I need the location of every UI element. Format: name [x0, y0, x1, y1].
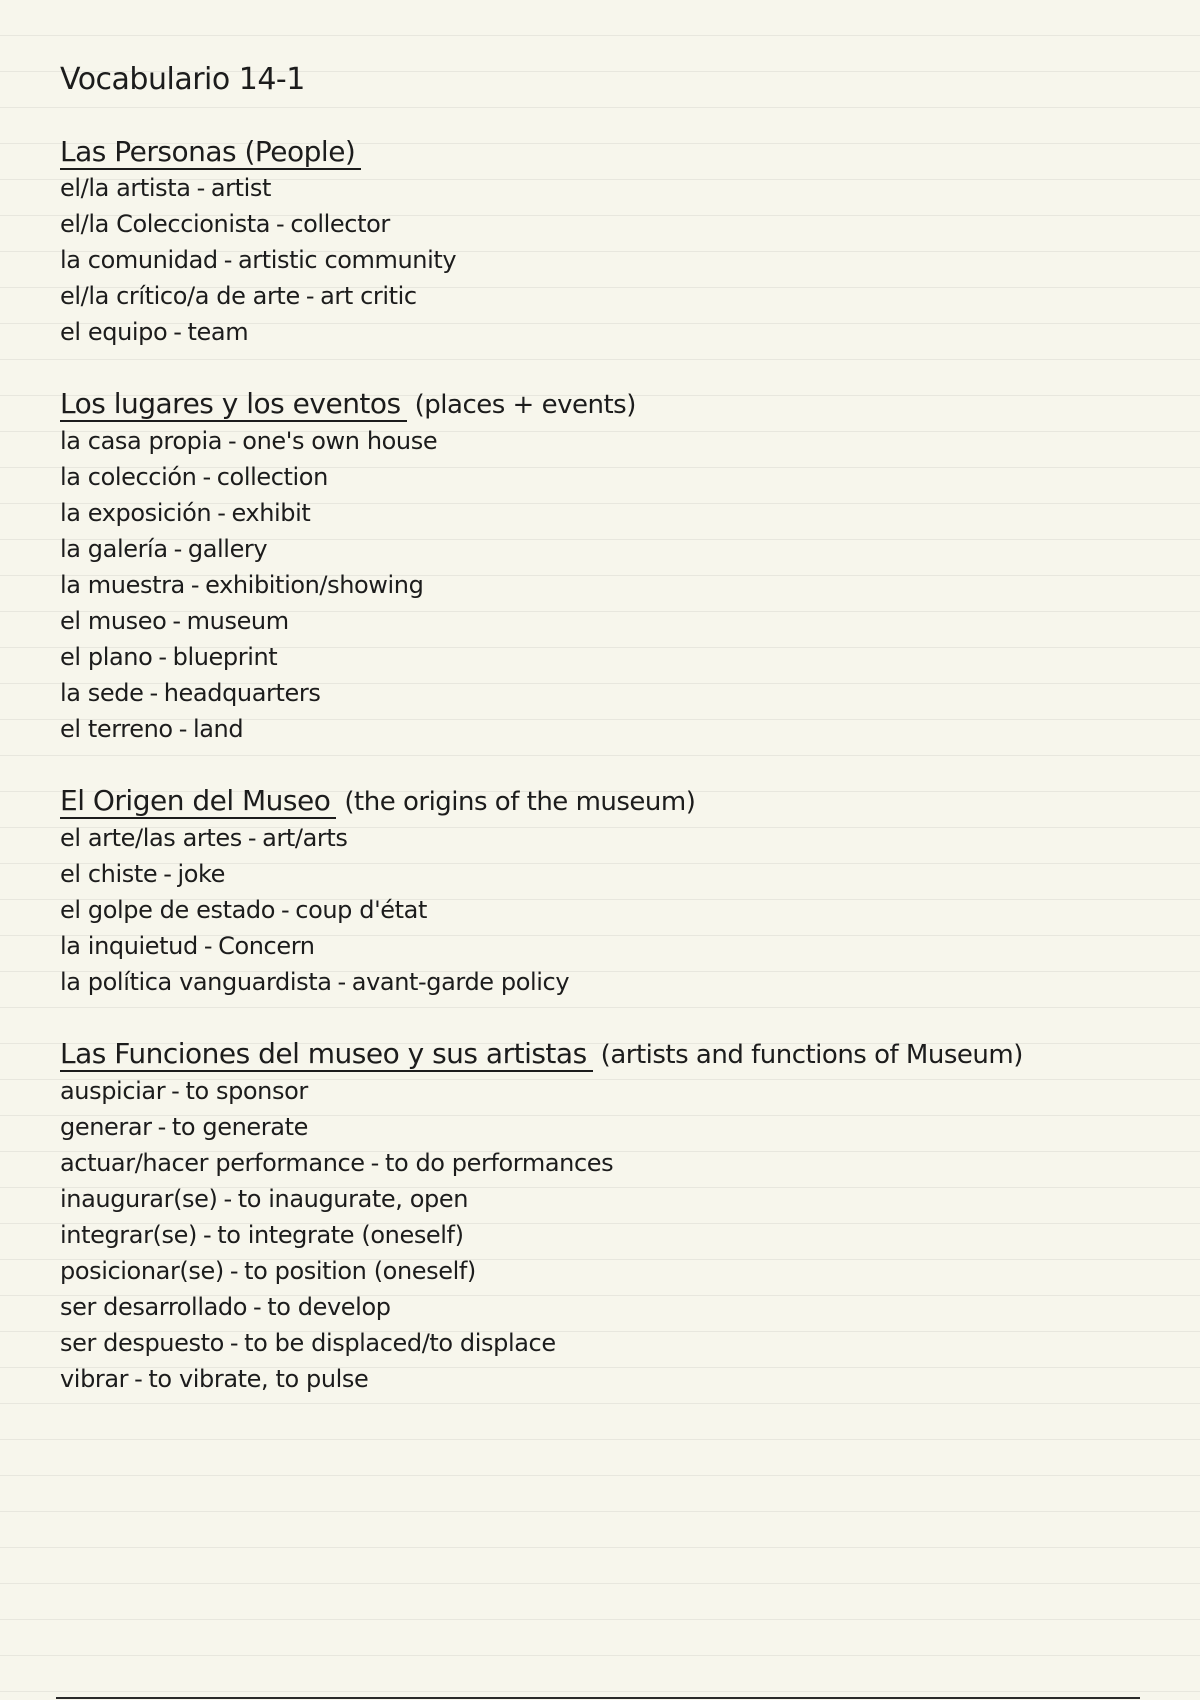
vocab-entry	[60, 1253, 1140, 1289]
vocab-entry	[60, 495, 1140, 531]
vocab-entry	[60, 567, 1140, 603]
dash-separator: -	[276, 210, 285, 238]
vocab-entry	[60, 856, 1140, 892]
vocab-term: la exposición	[60, 499, 212, 527]
vocab-meaning: to generate	[171, 1113, 308, 1141]
vocab-term: inaugurar(se)	[60, 1185, 218, 1213]
vocab-term: la colección	[60, 463, 197, 491]
dash-separator: -	[157, 1113, 166, 1141]
vocab-entry	[60, 603, 1140, 639]
vocab-meaning: joke	[177, 860, 226, 888]
section-heading	[60, 1036, 1140, 1073]
vocab-meaning: to be displaced/to displace	[244, 1329, 556, 1357]
vocab-term: la política vanguardista	[60, 968, 332, 996]
vocab-meaning: to vibrate, to pulse	[148, 1365, 369, 1393]
vocab-meaning: team	[187, 318, 249, 346]
vocab-term: la galería	[60, 535, 168, 563]
vocab-term: la sede	[60, 679, 144, 707]
vocabulary-sections	[60, 134, 1140, 1397]
vocab-meaning: Concern	[218, 932, 315, 960]
dash-separator: -	[173, 535, 182, 563]
vocab-meaning: to integrate (oneself)	[217, 1221, 464, 1249]
vocab-meaning: to develop	[267, 1293, 391, 1321]
vocab-entry	[60, 531, 1140, 567]
vocab-meaning: collection	[216, 463, 328, 491]
vocab-entry	[60, 1181, 1140, 1217]
vocab-entry	[60, 639, 1140, 675]
section-heading-gloss: (places + events)	[414, 390, 636, 420]
vocab-meaning: museum	[186, 607, 289, 635]
section-heading-text: Las Personas (People)	[60, 135, 361, 170]
dash-separator: -	[172, 607, 181, 635]
vocab-entry	[60, 892, 1140, 928]
vocab-entry	[60, 459, 1140, 495]
vocab-section	[60, 1036, 1140, 1397]
vocab-meaning: to sponsor	[185, 1077, 308, 1105]
vocab-term: el museo	[60, 607, 167, 635]
dash-separator: -	[173, 318, 182, 346]
dash-separator: -	[247, 824, 257, 852]
vocab-entry	[60, 928, 1140, 964]
dash-separator: -	[202, 1221, 212, 1249]
vocab-entry	[60, 1145, 1140, 1181]
vocab-term: vibrar	[60, 1365, 129, 1393]
vocab-entry	[60, 1217, 1140, 1253]
dash-separator: -	[203, 932, 213, 960]
vocab-meaning: art/arts	[262, 824, 348, 852]
vocab-meaning: gallery	[187, 535, 268, 563]
section-heading-gloss: (artists and functions of Museum)	[600, 1040, 1023, 1070]
dash-separator: -	[223, 1185, 232, 1213]
section-heading	[60, 783, 1140, 820]
vocab-entry	[60, 1109, 1140, 1145]
vocab-term: la muestra	[60, 571, 185, 599]
vocab-entry	[60, 1325, 1140, 1361]
dash-separator: -	[134, 1365, 143, 1393]
vocab-meaning: to position (oneself)	[244, 1257, 476, 1285]
vocab-entry	[60, 1073, 1140, 1109]
vocab-entry	[60, 1289, 1140, 1325]
vocab-entry	[60, 964, 1140, 1000]
dash-separator: -	[281, 896, 290, 924]
dash-separator: -	[229, 1257, 239, 1285]
dash-separator: -	[171, 1077, 180, 1105]
vocab-meaning: coup d'état	[295, 896, 427, 924]
vocab-meaning: exhibit	[231, 499, 311, 527]
vocab-term: el golpe de estado	[60, 896, 276, 924]
vocab-term: el chiste	[60, 860, 158, 888]
vocab-term: el/la artista	[60, 174, 191, 202]
dash-separator: -	[229, 1329, 239, 1357]
vocab-meaning: exhibition/showing	[205, 571, 424, 599]
vocab-entry	[60, 170, 1140, 206]
vocab-term: ser desarrollado	[60, 1293, 248, 1321]
vocab-meaning: art critic	[320, 282, 417, 310]
section-heading-text: El Origen del Museo	[60, 784, 336, 819]
vocab-meaning: artist	[210, 174, 272, 202]
vocab-term: el/la crítico/a de arte	[60, 282, 300, 310]
vocab-list	[60, 423, 1140, 747]
dash-separator: -	[217, 499, 226, 527]
vocab-meaning: one's own house	[242, 427, 438, 455]
page-title: Vocabulario 14-1	[60, 62, 305, 97]
dash-separator: -	[305, 282, 315, 310]
section-heading-text: Los lugares y los eventos	[60, 387, 407, 422]
vocab-term: la casa propia	[60, 427, 223, 455]
vocab-term: integrar(se)	[60, 1221, 197, 1249]
dash-separator: -	[337, 968, 346, 996]
dash-separator: -	[228, 427, 237, 455]
vocab-entry	[60, 1361, 1140, 1397]
section-heading-gloss: (the origins of the museum)	[344, 787, 696, 817]
vocab-meaning: land	[192, 715, 244, 743]
note-content	[60, 62, 1140, 1433]
vocab-entry	[60, 675, 1140, 711]
vocab-meaning: avant-garde policy	[351, 968, 570, 996]
vocab-list	[60, 820, 1140, 1000]
vocab-meaning: artistic community	[238, 246, 457, 274]
section-heading	[60, 386, 1140, 423]
vocab-term: actuar/hacer performance	[60, 1149, 365, 1177]
vocab-entry	[60, 423, 1140, 459]
section-heading	[60, 134, 1140, 170]
vocab-meaning: to inaugurate, open	[237, 1185, 469, 1213]
vocab-meaning: to do performances	[384, 1149, 614, 1177]
section-heading-text: Las Funciones del museo y sus artistas	[60, 1037, 593, 1072]
vocab-entry	[60, 314, 1140, 350]
bottom-rule	[56, 1697, 1140, 1699]
vocab-term: la inquietud	[60, 932, 198, 960]
vocab-term: posicionar(se)	[60, 1257, 224, 1285]
vocab-entry	[60, 206, 1140, 242]
dash-separator: -	[202, 463, 211, 491]
vocab-meaning: headquarters	[163, 679, 321, 707]
vocab-list	[60, 170, 1140, 350]
vocab-entry	[60, 278, 1140, 314]
vocab-term: el plano	[60, 643, 153, 671]
vocab-term: la comunidad	[60, 246, 218, 274]
vocab-entry	[60, 820, 1140, 856]
dash-separator: -	[253, 1293, 262, 1321]
dash-separator: -	[223, 246, 232, 274]
vocab-entry	[60, 711, 1140, 747]
vocab-term: generar	[60, 1113, 152, 1141]
dash-separator: -	[196, 174, 205, 202]
vocab-section	[60, 134, 1140, 350]
vocab-term: ser despuesto	[60, 1329, 224, 1357]
vocab-section	[60, 386, 1140, 747]
vocab-entry	[60, 242, 1140, 278]
dash-separator: -	[158, 643, 167, 671]
dash-separator: -	[370, 1149, 379, 1177]
dash-separator: -	[178, 715, 187, 743]
vocab-term: el terreno	[60, 715, 173, 743]
vocab-term: el/la Coleccionista	[60, 210, 271, 238]
vocab-term: auspiciar	[60, 1077, 166, 1105]
vocab-meaning: collector	[290, 210, 390, 238]
vocab-meaning: blueprint	[172, 643, 278, 671]
dash-separator: -	[149, 679, 158, 707]
vocab-section	[60, 783, 1140, 1000]
dash-separator: -	[163, 860, 172, 888]
dash-separator: -	[190, 571, 200, 599]
vocab-list	[60, 1073, 1140, 1397]
vocab-term: el equipo	[60, 318, 168, 346]
vocab-term: el arte/las artes	[60, 824, 242, 852]
